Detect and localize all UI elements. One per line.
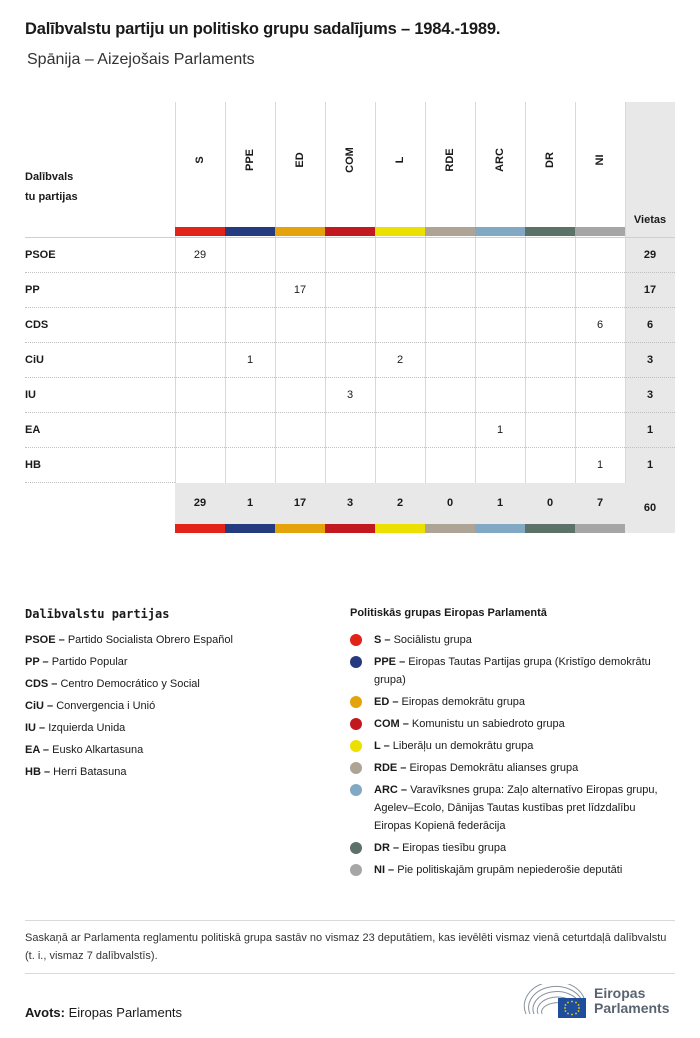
row-total: 1 [646,459,654,471]
seats-header: Vietas [633,214,667,226]
row-party-label: IU [25,389,36,401]
group-color-bar [475,227,525,236]
group-legend-item [350,781,675,835]
table-cell: 6 [596,319,604,331]
table-row [25,237,675,272]
party-code: HB – [25,766,51,778]
group-code: PPE – [374,656,406,668]
row-total: 3 [646,354,654,366]
group-code: DR – [374,842,400,854]
group-color-bar [375,227,425,236]
parliament-emblem-icon [522,984,590,1020]
group-total: 1 [246,497,254,509]
divider [25,920,675,921]
party-name: Convergencia i Unió [56,700,156,712]
group-total: 3 [346,497,354,509]
table-row [25,377,675,412]
group-color-bar [325,524,375,533]
table-row [25,412,675,447]
group-name: Eiropas demokrātu grupa [401,696,526,708]
color-dot-icon [350,740,362,752]
group-legend-item [350,861,675,879]
group-header-ppe [225,102,275,227]
table-row [25,342,675,377]
group-color-bar [525,227,575,236]
party-legend-item [25,655,325,669]
group-header-arc [475,102,525,227]
table-row [25,447,675,482]
color-dot-icon [350,634,362,646]
row-party-label: CDS [25,319,49,331]
group-legend-item [350,693,675,711]
page-subtitle: Spānija – Aizejošais Parlaments [27,51,255,68]
group-color-bar [175,227,225,236]
row-party-label: PSOE [25,249,56,261]
group-legend-item [350,631,675,649]
color-dot-icon [350,784,362,796]
divider [25,973,675,974]
group-total: 2 [396,497,404,509]
group-total: 1 [496,497,504,509]
group-header-dr [525,102,575,227]
group-code: ED – [374,696,399,708]
group-header-label: S [194,156,206,164]
totals-row [175,483,625,524]
row-total: 17 [643,284,657,296]
group-color-bar [475,524,525,533]
group-name: Eiropas tiesību grupa [402,842,507,854]
group-color-bar [375,524,425,533]
group-name: Sociālistu grupa [393,634,472,646]
logo-text [594,986,669,1016]
row-total: 1 [646,424,654,436]
grand-total: 60 [643,502,657,514]
table-cell: 3 [346,389,354,401]
group-name: Eiropas Demokrātu alianses grupa [409,762,579,774]
party-legend [25,607,325,787]
group-header-label: DR [544,152,556,168]
party-code: PP – [25,656,49,668]
group-name: Varavīksnes grupa: Zaļo alternatīvo Eiropas grupu, Agelev–Ecolo, Dānijas Tautas kustības pret līdzdalību Eiropas Kopienā federācija [374,784,658,832]
group-name: Liberāļu un demokrātu grupa [392,740,534,752]
group-color-bar [225,524,275,533]
color-dot-icon [350,718,362,730]
source-value: Eiropas Parlaments [68,1005,183,1020]
table-cell: 1 [496,424,504,436]
group-color-bar [425,524,475,533]
row-party-label: EA [25,424,41,436]
table-cell: 2 [396,354,404,366]
group-color-bar [225,227,275,236]
table-cell: 17 [293,284,307,296]
table-cell: 29 [193,249,207,261]
row-party-label: HB [25,459,41,471]
group-header-s [175,102,225,227]
group-total: 17 [293,497,307,509]
party-legend-item [25,721,325,735]
row-divider [25,482,175,483]
group-header-l [375,102,425,227]
color-dot-icon [350,762,362,774]
group-header-label: L [394,156,406,164]
table-row [25,272,675,307]
group-color-bar [275,227,325,236]
group-legend-item [350,653,675,689]
party-legend-item [25,699,325,713]
group-total: 7 [596,497,604,509]
group-total: 0 [546,497,554,509]
group-header-ed [275,102,325,227]
group-header-com [325,102,375,227]
group-header-label: PPE [244,148,256,172]
group-legend [350,607,675,883]
party-legend-item [25,743,325,757]
group-legend-item [350,737,675,755]
party-code: CiU – [25,700,54,712]
group-header-label: RDE [444,148,456,172]
group-code: NI – [374,864,395,876]
group-color-bar [325,227,375,236]
row-total: 6 [646,319,654,331]
ep-logo [522,984,682,1020]
group-name: Eiropas Tautas Partijas grupa (Kristīgo demokrātu grupa) [374,656,651,686]
page-title: Dalībvalstu partiju un politisko grupu sadalījums – 1984.-1989. [25,20,501,38]
party-name: Herri Batasuna [53,766,127,778]
party-code: PSOE – [25,634,65,646]
group-legend-item [350,715,675,733]
party-name: Izquierda Unida [48,722,126,734]
table-cell: 1 [246,354,254,366]
row-total: 29 [643,249,657,261]
color-dot-icon [350,864,362,876]
group-color-bar [575,524,625,533]
party-legend-item [25,677,325,691]
logo-line1: Eiropas [594,985,646,1001]
group-header-label: ARC [494,148,506,172]
group-color-bar [425,227,475,236]
table-cell: 1 [596,459,604,471]
row-party-label: CiU [25,354,44,366]
group-code: ARC – [374,784,408,796]
group-code: S – [374,634,391,646]
color-dot-icon [350,696,362,708]
group-header-ni [575,102,625,227]
party-legend-item [25,633,325,647]
group-color-bar [175,524,225,533]
party-name: Centro Democrático y Social [60,678,200,690]
group-name: Komunistu un sabiedroto grupa [411,718,565,730]
row-total: 3 [646,389,654,401]
party-legend-title: Dalībvalstu partijas [25,607,170,621]
group-total: 29 [193,497,207,509]
group-legend-title: Politiskās grupas Eiropas Parlamentā [350,607,547,619]
source [25,1005,182,1020]
group-total: 0 [446,497,454,509]
group-code: L – [374,740,390,752]
group-code: RDE – [374,762,407,774]
logo-line2: Parlaments [594,1000,670,1016]
group-color-bar [575,227,625,236]
row-party-label: PP [25,284,40,296]
table-row [25,307,675,342]
party-code: IU – [25,722,46,734]
group-color-bar [275,524,325,533]
group-header-label: COM [344,147,356,173]
row-header: Dalībvals tu partijas [25,171,78,203]
party-name: Partido Socialista Obrero Español [67,634,233,646]
party-code: EA – [25,744,50,756]
party-name: Partido Popular [51,656,128,668]
group-legend-item [350,759,675,777]
footnote: Saskaņā ar Parlamenta reglamentu politiskā grupa sastāv no vismaz 23 deputātiem, kas ievēlēti vismaz vienā ceturtdaļā dalībvalstu (t. i., vismaz 7 dalībvalstīs). [25,932,667,962]
color-dot-icon [350,656,362,668]
group-header-rde [425,102,475,227]
source-label: Avots: [25,1005,65,1020]
group-color-bar [525,524,575,533]
party-legend-item [25,765,325,779]
group-code: COM – [374,718,409,730]
group-name: Pie politiskajām grupām nepiederošie deputāti [397,864,623,876]
group-header-label: NI [594,154,606,166]
party-code: CDS – [25,678,58,690]
party-name: Eusko Alkartasuna [52,744,144,756]
group-header-label: ED [294,152,306,168]
color-dot-icon [350,842,362,854]
group-legend-item [350,839,675,857]
